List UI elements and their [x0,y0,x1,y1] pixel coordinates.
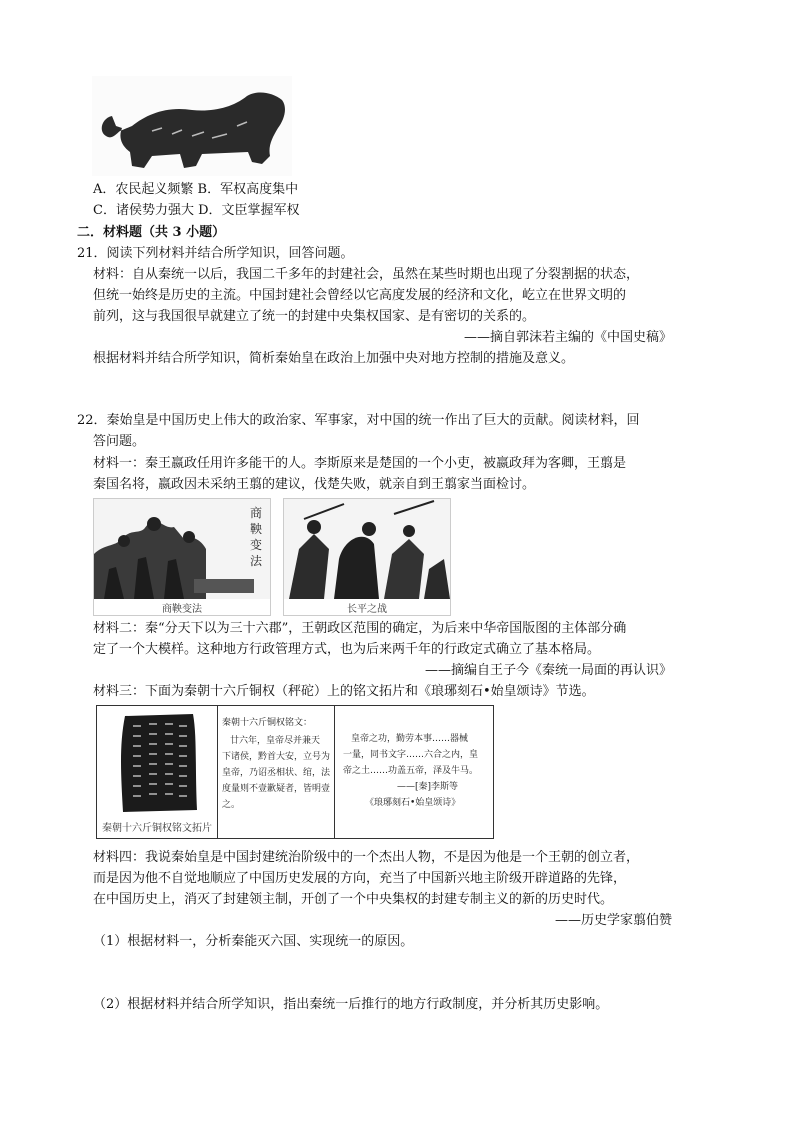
rubbing-caption: 秦朝十六斤铜权铭文拓片 [102,823,212,834]
poem-line3: 帝之土……功盖五帝，泽及牛马。 [343,766,479,776]
inscription-line2: 下诸侯，黔首大安，立号为 [222,752,331,762]
changping-battle-image [283,498,451,616]
q22-stem-line2: 答问题。 [93,434,146,449]
inscription-panel [96,705,494,839]
inscription-line4: 度量则不壹歉疑者，皆明壹 [222,784,331,794]
poem-line4: ——[秦]李斯等 [397,782,459,792]
q22-material2-line2: 定了一个大模样。这种地方行政管理方式，也为后来两千年的行政定式确立了基本格局。 [93,642,601,657]
bronze-weight-rubbing [97,706,217,818]
q22-material2-line1: 材料二：秦“分天下以为三十六郡”，王朝政区范围的确定，为后来中华帝国版图的主体部分确 [93,621,627,636]
shang-yang-inscription: 商鞅变法 [250,506,263,568]
q21-source: ——摘自郭沫若主编的《中国史稿》 [463,330,672,345]
q22-material4-line2: 而是因为他不自觉地顺应了中国历史发展的方向，充当了中国新兴地主阶级开辟道路的先锋， [93,871,627,886]
q22-material3: 材料三：下面为秦朝十六斤铜权（秤砣）上的铭文拓片和《琅琊刻石•始皇颂诗》节选。 [93,684,595,699]
inscription-line1: 廿六年，皇帝尽并兼天 [230,736,321,746]
q22-stem-line1: 22．秦始皇是中国历史上伟大的政治家、军事家，对中国的统一作出了巨大的贡献。阅读材料，回 [77,413,640,428]
poem-section [335,706,493,838]
q22-subquestion-1: （1）根据材料一，分析秦能灭六国、实现统一的原因。 [93,934,414,949]
q21-material-line3: 前列，这与我国很早就建立了统一的封建中央集权国家、是有密切的关系的。 [93,309,536,324]
q20-options-line2: C．诸侯势力强大 D．文臣掌握军权 [93,203,300,218]
inscription-line5: 之。 [222,800,241,810]
q22-material2-source: ——摘编自王子今《秦统一局面的再认识》 [424,663,672,678]
changping-battle-caption: 长平之战 [347,604,387,615]
q21-question: 根据材料并结合所学知识，简析秦始皇在政治上加强中央对地方控制的措施及意义。 [93,351,575,366]
poem-line5: 《琅琊刻石•始皇颂诗》 [365,798,461,808]
q22-material1-line1: 材料一：秦王嬴政任用许多能干的人。李斯原来是楚国的一个小吏，被嬴政拜为客卿，王翦是 [93,456,627,471]
inscription-line3: 皇帝，乃诏丞相状、绾，法 [222,768,331,778]
inscription-text-section [218,706,335,838]
shang-yang-reform-caption: 商鞅变法 [162,604,202,615]
inscription-title: 秦朝十六斤铜权铭文： [222,718,313,728]
poem-line2: 一量，同书文字……六合之内，皇 [343,750,479,760]
rubbing-section [97,706,218,838]
q22-material4-source: ——历史学家翦伯赞 [554,913,672,928]
section-heading: 二．材料题（共 3 小题） [77,225,226,240]
q22-material1-line2: 秦国名将，嬴政因未采纳王翦的建议，伐楚失败，就亲自到王翦家当面检讨。 [93,477,536,492]
q22-material4-line1: 材料四：我说秦始皇是中国封建统治阶级中的一个杰出人物，不是因为他是一个王朝的创立者， [93,850,640,865]
q20-options-line1: A．农民起义频繁 B．军权高度集中 [93,182,299,197]
poem-line1: 皇帝之功，勤劳本事……器械 [351,734,469,744]
q22-subquestion-2: （2）根据材料并结合所学知识，指出秦统一后推行的地方行政制度，并分析其历史影响。 [93,997,609,1012]
q22-material4-line3: 在中国历史上，消灭了封建领主制，开创了一个中央集权的封建专制主义的新的历史时代。 [93,892,614,907]
q21-material-line2: 但统一始终是历史的主流。中国封建社会曾经以它高度发展的经济和文化，屹立在世界文明的 [93,288,627,303]
q21-stem: 21．阅读下列材料并结合所学知识，回答问题。 [77,246,354,261]
shang-yang-reform-image [93,498,271,616]
q21-material-line1: 材料：自从秦统一以后，我国二千多年的封建社会，虽然在某些时期也出现了分裂割据的状态， [93,267,640,282]
tiger-tally-image [92,76,292,176]
